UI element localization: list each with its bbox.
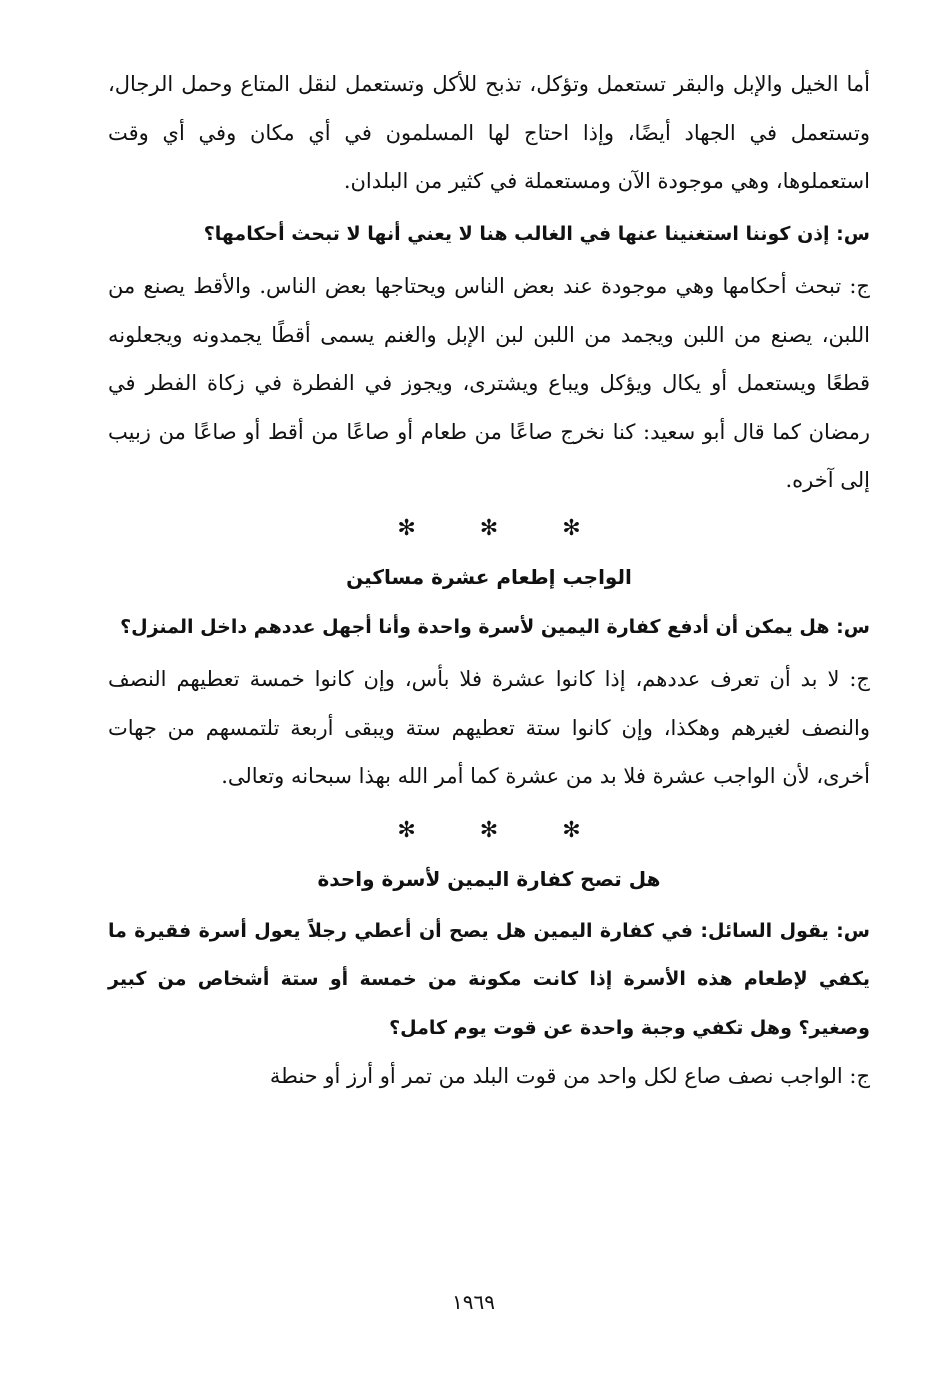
- paragraph-answer-count: ج: لا بد أن تعرف عددهم، إذا كانوا عشرة فلا بأس، وإن كانوا خمسة تعطيهم النصف والنصف لغيرهم وهكذا، وإن كانوا ستة تعطيهم ستة ويبقى أربعة تلتمسهم من جهات أخرى، لأن الواجب عشرة فلا بد من عشرة كما أمر الله بهذا سبحانه وتعالى.: [108, 667, 870, 788]
- paragraph-question-one-family: س: هل يمكن أن أدفع كفارة اليمين لأسرة واحدة وأنا أجهل عددهم داخل المنزل؟: [120, 615, 870, 638]
- paragraph-answer-animals: أما الخيل والإبل والبقر تستعمل وتؤكل، تذبح للأكل وتستعمل لنقل المتاع وحمل الرجال، وتستعمل في الجهاد أيضًا، وإذا احتاج لها المسلمون في أي مكان وفي أي وقت استعملوها، وهي موجودة الآن ومستعملة في كثير من البلدان.: [108, 72, 870, 193]
- star-separator-icon: ✻: [479, 817, 499, 843]
- paragraph-question-rulings: س: إذن كوننا استغنينا عنها في الغالب هنا لا يعني أنها لا تبحث أحكامها؟: [203, 222, 870, 245]
- paragraph-answer-half-saa: ج: الواجب نصف صاع لكل واحد من قوت البلد من تمر أو أرز أو حنطة: [269, 1064, 870, 1088]
- paragraph-question-poor-family: س: يقول السائل: في كفارة اليمين هل يصح أن أعطي رجلاً يعول أسرة فقيرة ما يكفي لإطعام هذه الأسرة إذا كانت مكونة من خمسة أو ستة أشخاص من كبير وصغير؟ وهل تكفي وجبة واحدة عن قوت يوم كامل؟: [108, 919, 870, 1039]
- section-heading-ten-poor: الواجب إطعام عشرة مساكين: [346, 564, 632, 589]
- star-separator-icon: ✻: [562, 515, 581, 541]
- star-separator-icon: ✻: [562, 817, 581, 843]
- paragraph-answer-aqit: ج: تبحث أحكامها وهي موجودة عند بعض الناس ويحتاجها بعض الناس. والأقط يصنع من اللبن، يصنع من اللبن ويجمد من اللبن لبن الإبل والغنم يسمى أقطًا يجمدونه ويجعلونه قطعًا ويستعمل أو يكال ويؤكل ويباع ويشترى، ويجوز في الفطرة في زكاة الفطر في رمضان كما قال أبو سعيد: كنا نخرج صاعًا من طعام أو صاعًا من أقط أو صاعًا من زبيب إلى آخره.: [108, 274, 870, 492]
- star-separator-icon: ✻: [479, 515, 499, 541]
- page-body: [108, 60, 870, 1101]
- star-separator-icon: ✻: [397, 515, 416, 541]
- page-number: ١٩٦٩: [452, 1290, 495, 1314]
- star-separator-icon: ✻: [397, 817, 416, 843]
- section-heading-family-expiation: هل تصح كفارة اليمين لأسرة واحدة: [317, 866, 661, 891]
- section-separator-stars-2: [108, 807, 870, 855]
- section-separator-stars: [108, 505, 870, 553]
